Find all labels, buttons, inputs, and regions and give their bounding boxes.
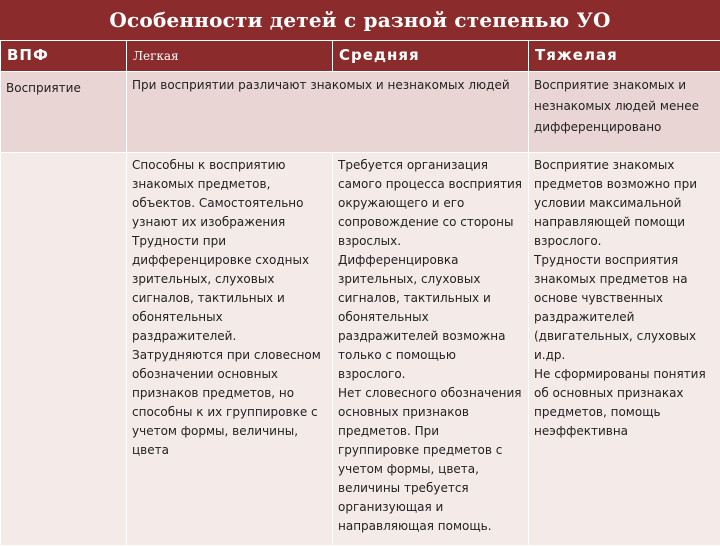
slide-title: Особенности детей с разной степенью УО: [109, 8, 610, 32]
mild-cell: [127, 153, 333, 546]
merged-cell: [127, 72, 529, 153]
severe-cell: [529, 153, 720, 546]
severe-text: Восприятие знакомых предметов возможно при условии максимальной направляющей помощи взрослого. Трудности восприятия знакомых предметов на основе чувственных раздражителей (двигательных, слуховых и.др. Не сформированы понятия об основных признаках предметов, помощь неэффективна: [534, 156, 715, 441]
title-bar: [0, 0, 720, 40]
merged-text: При восприятии различают знакомых и незнакомых людей: [132, 75, 523, 96]
row-label: [6, 156, 121, 162]
moderate-text: Требуется организация самого процесса восприятия окружающего и его сопровождение со стороны взрослых. Дифференцировка зрительных, слуховых сигналов, тактильных и обонятельных раздражителей возможна только с помощью взрослого. Нет словесного обозначения основных признаков предметов. При группировке предметов с учетом формы, цвета, величины требуется организующая и направляющая помощь.: [338, 156, 523, 536]
header-severe-label: Тяжелая: [535, 46, 618, 64]
row-label: Восприятие: [6, 75, 121, 95]
row-label-cell: [1, 153, 127, 546]
header-mild-label: Легкая: [133, 49, 179, 63]
header-moderate: [333, 41, 529, 72]
table-row: [1, 153, 720, 546]
comparison-table: [0, 40, 720, 546]
mild-text: Способны к восприятию знакомых предметов, объектов. Самостоятельно узнают их изображения Трудности при дифференцировке сходных зрительных, слуховых сигналов, тактильных и обонятельных раздражителей. Затрудняются при словесном обозначении основных признаков предметов, но способны к их группировке с учетом формы, величины, цвета: [132, 156, 327, 460]
row-label-cell: [1, 72, 127, 153]
severe-cell: [529, 72, 720, 153]
header-vpf-label: ВПФ: [7, 46, 49, 64]
table-header-row: [1, 41, 720, 72]
header-moderate-label: Средняя: [339, 46, 420, 64]
severe-text: Восприятие знакомых и незнакомых людей менее дифференцировано: [534, 75, 715, 138]
moderate-cell: [333, 153, 529, 546]
header-mild: [127, 41, 333, 72]
header-vpf: [1, 41, 127, 72]
header-severe: [529, 41, 720, 72]
table-row: [1, 72, 720, 153]
